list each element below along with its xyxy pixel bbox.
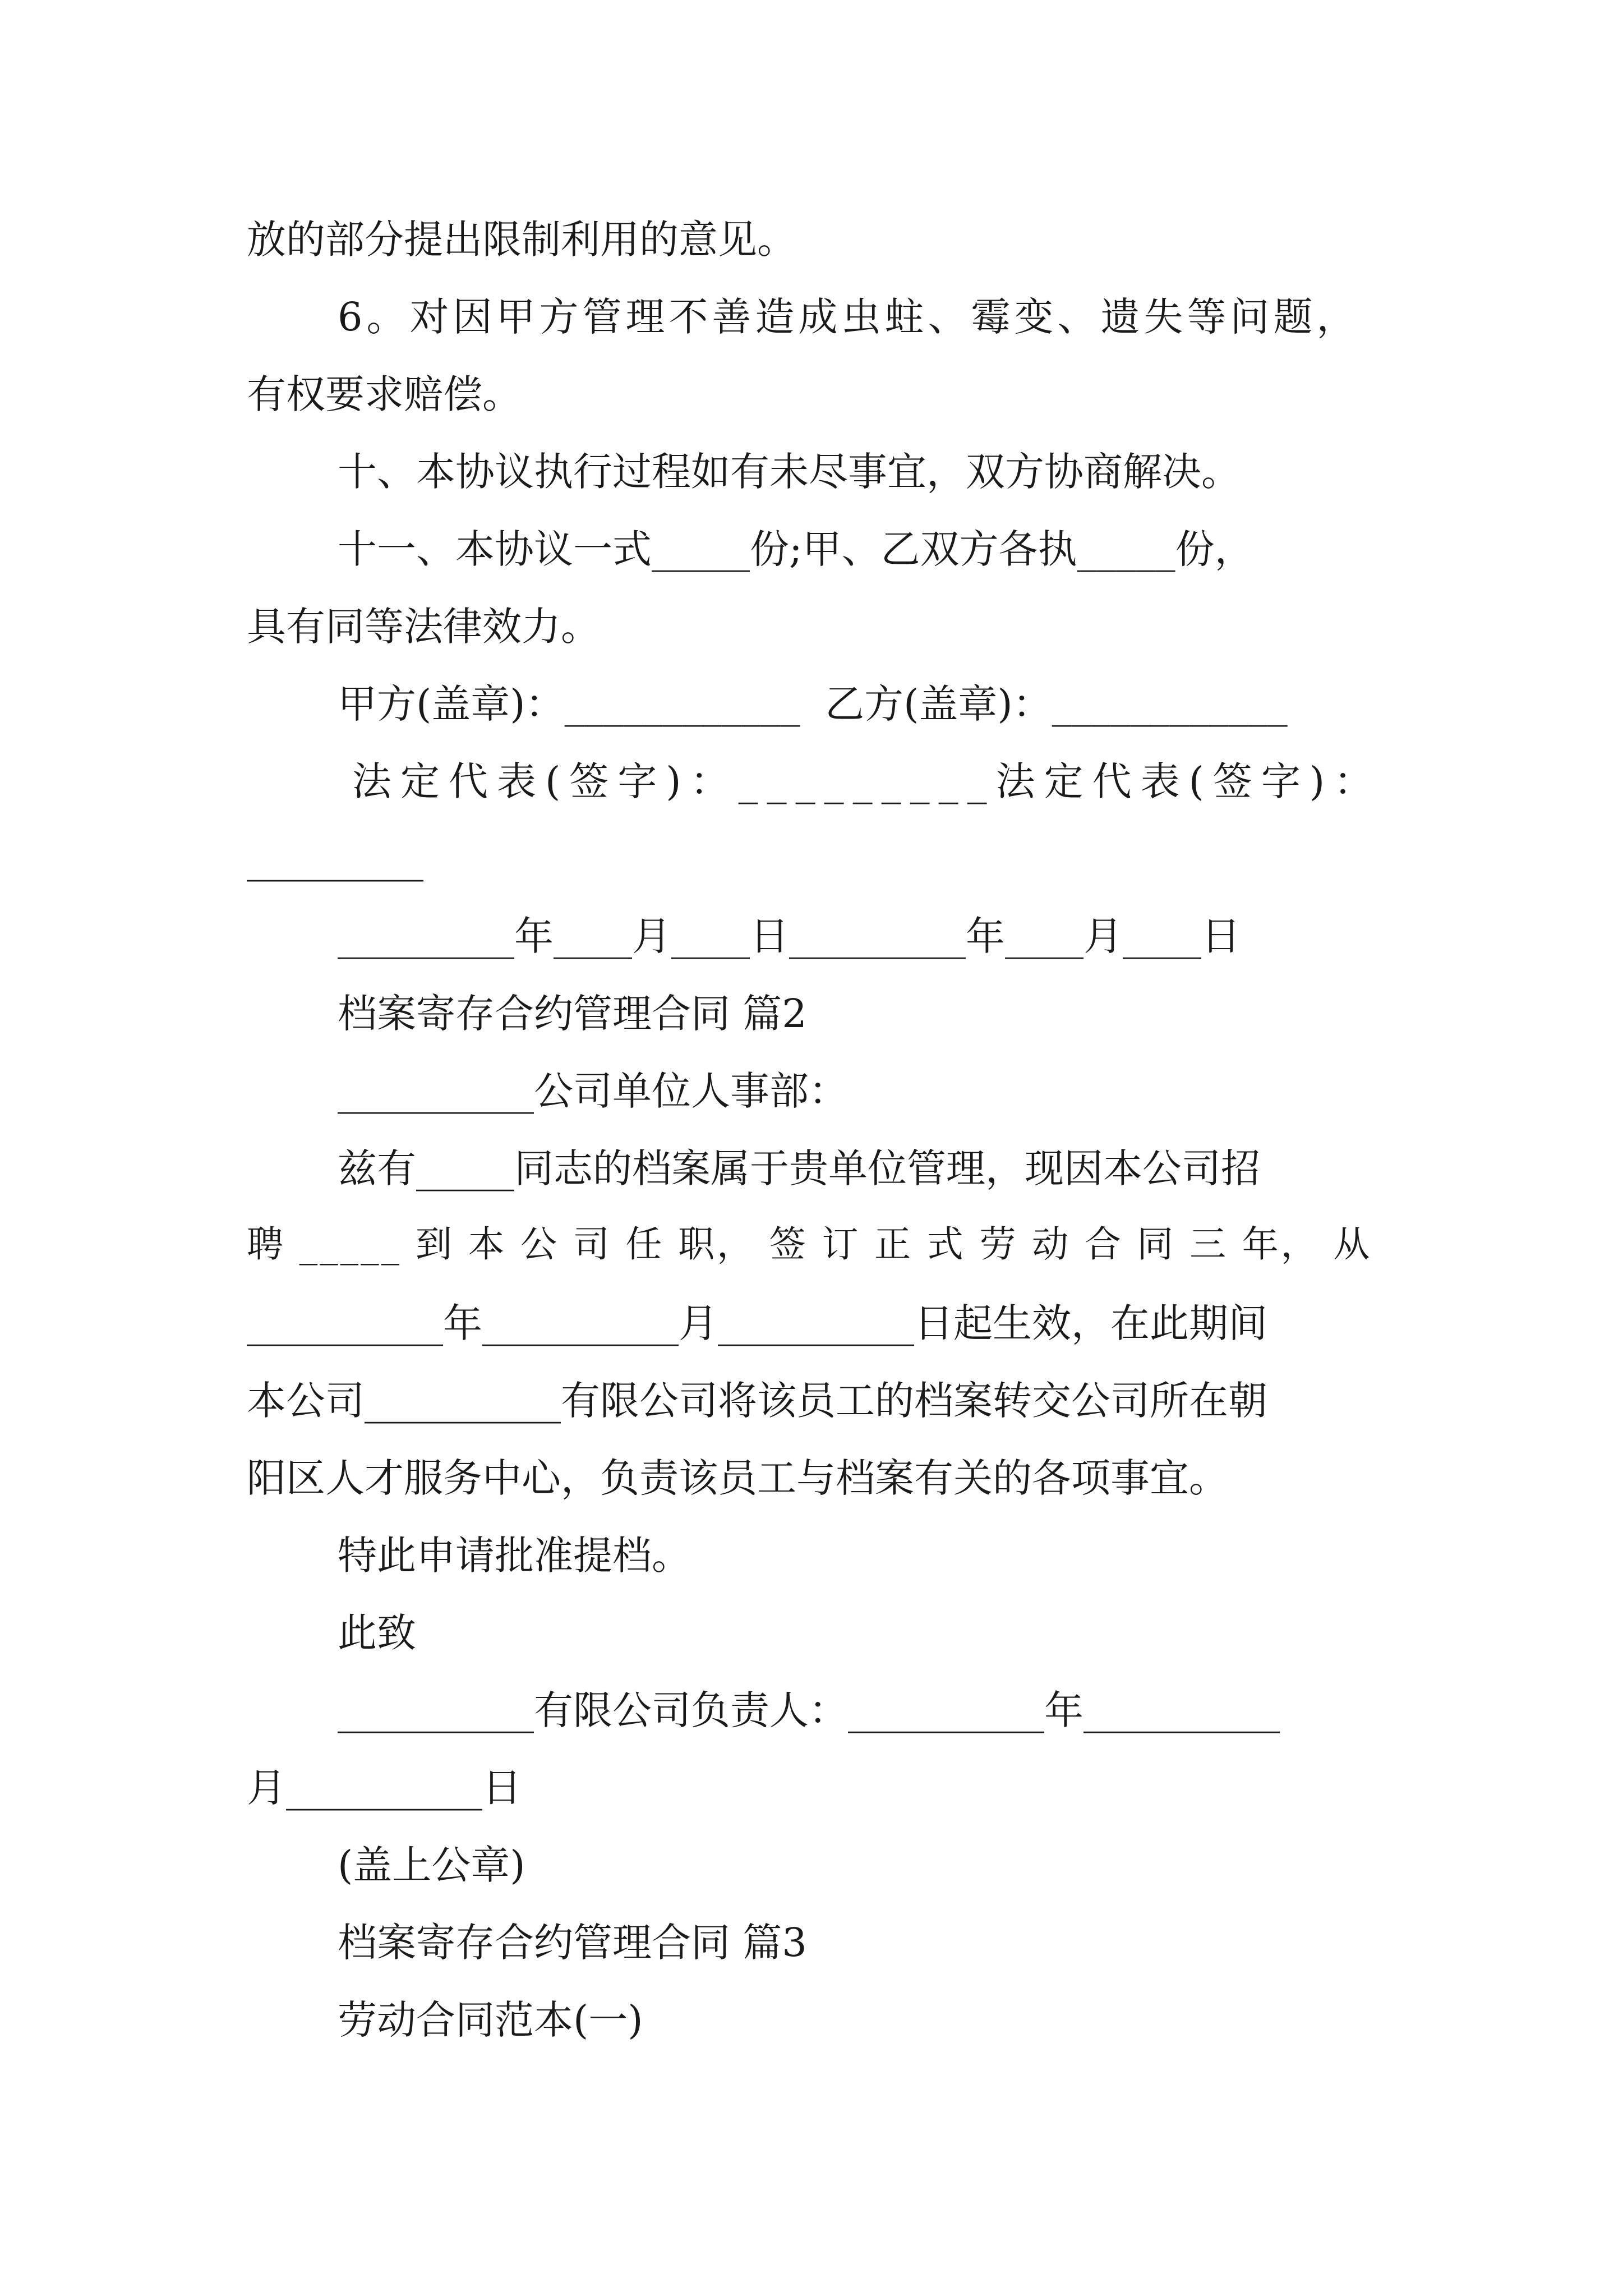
text-line: 特此申请批准提档。 [338,1533,691,1579]
section-heading: 档案寄存合约管理合同 篇3 [338,1920,807,1966]
text-line: (盖上公章) [338,1842,525,1888]
text-line: 聘 _____ 到 本 公 司 任 职， 签 订 正 式 劳 动 合 同 三 年， 从 [247,1223,1372,1266]
text-line: 具有同等法律效力。 [247,604,600,650]
text-line: 有权要求赔偿。 [247,371,522,417]
text-line: 兹有_____同志的档案属于贵单位管理，现因本公司招 [338,1145,1260,1191]
text-line: _________年____月____日_________年____月____日 [338,913,1241,959]
text-line: __________年__________月__________日起生效，在此期间 [247,1300,1267,1346]
text-line: 此致 [338,1610,416,1656]
text-line: 法定代表(签字)：_________法定代表(签字)： [352,758,1382,804]
text-line: __________公司单位人事部： [338,1068,848,1114]
text-line: 甲方(盖章)：____________ 乙方(盖章)：____________ [338,681,1288,727]
text-line: 放的部分提出限制利用的意见。 [247,217,796,263]
section-heading: 档案寄存合约管理合同 篇2 [338,991,807,1037]
text-line: _________ [247,836,423,882]
text-line: 月__________日 [247,1765,522,1811]
text-line: 十一、本协议一式_____份;甲、乙双方各执_____份， [338,526,1254,572]
text-line: 本公司__________有限公司将该员工的档案转交公司所在朝 [247,1378,1267,1424]
text-line: 6。对因甲方管理不善造成虫蛀、霉变、遗失等问题， [338,294,1360,340]
text-line: __________有限公司负责人：__________年__________ [338,1687,1280,1733]
text-line: 十、本协议执行过程如有未尽事宜，双方协商解决。 [338,449,1241,495]
text-line: 阳区人才服务中心，负责该员工与档案有关的各项事宜。 [247,1455,1228,1501]
text-line: 劳动合同范本(一) [338,1997,643,2043]
